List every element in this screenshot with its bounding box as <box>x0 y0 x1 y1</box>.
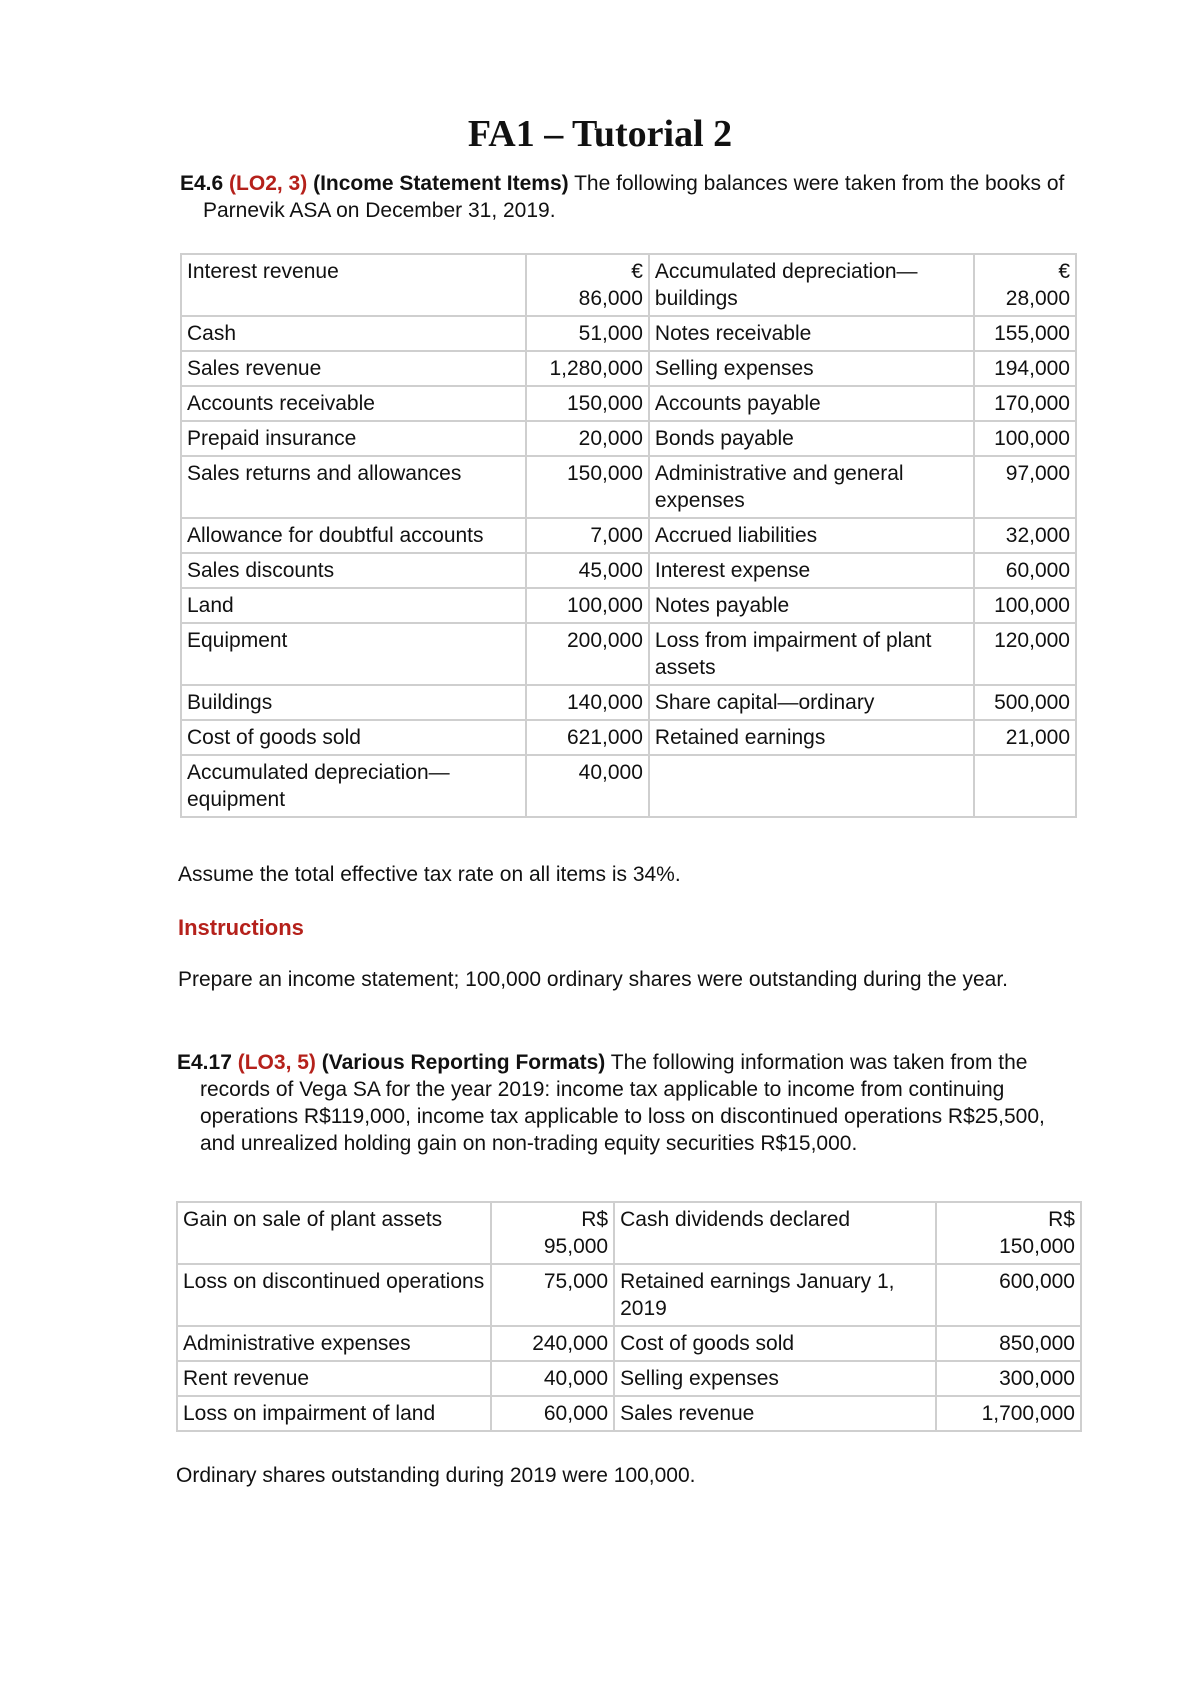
e417-right-label-text: Cost of goods sold <box>620 1332 795 1355</box>
e46-left-amount <box>526 316 649 351</box>
e46-left-amount-text: 20,000 <box>578 427 643 450</box>
e46-right-label-text: Share capital—ordinary <box>654 691 875 714</box>
e46-left-label <box>181 588 526 623</box>
e46-right-label <box>649 720 974 755</box>
e46-left-amount-text: 7,000 <box>590 524 643 547</box>
e46-left-label <box>181 755 526 817</box>
e417-right-amount-text: 300,000 <box>999 1367 1075 1390</box>
e417-learning-objectives: (LO3, 5) <box>237 1051 316 1074</box>
e46-right-amount <box>974 720 1076 755</box>
e46-right-label <box>649 685 974 720</box>
e417-left-label-text: Gain on sale of plant assets <box>183 1208 443 1231</box>
e46-right-label <box>649 456 974 518</box>
e46-right-label <box>649 351 974 386</box>
e417-right-label <box>614 1396 936 1431</box>
e46-left-label-text: Equipment <box>187 629 288 652</box>
e417-right-label-text: Selling expenses <box>620 1367 779 1390</box>
e417-right-label-text: Sales revenue <box>620 1402 755 1425</box>
e417-left-label-text: Administrative expenses <box>183 1332 411 1355</box>
e417-left-label <box>177 1396 491 1431</box>
e46-left-amount <box>526 623 649 685</box>
e46-left-label <box>181 518 526 553</box>
e46-row <box>181 720 1076 755</box>
e46-left-amount-text: 86,000 <box>578 287 643 310</box>
e46-right-amount <box>974 351 1076 386</box>
e417-right-label <box>614 1326 936 1361</box>
e46-left-amount <box>526 351 649 386</box>
e46-currency-symbol: € <box>1058 260 1070 283</box>
e46-left-label-text: Cash <box>187 322 237 345</box>
e46-left-label <box>181 421 526 456</box>
e417-left-amount-text: 60,000 <box>543 1402 609 1425</box>
e417-right-amount <box>936 1202 1081 1264</box>
e417-right-amount-text: 150,000 <box>999 1235 1075 1258</box>
e417-row <box>177 1396 1081 1431</box>
e46-row <box>181 351 1076 386</box>
instructions-heading: Instructions <box>178 915 304 940</box>
e417-code: E4.17 <box>177 1051 232 1074</box>
e46-right-label <box>649 755 974 817</box>
e46-row <box>181 685 1076 720</box>
e417-right-label <box>614 1202 936 1264</box>
e46-right-label-text: Accounts payable <box>654 392 821 415</box>
e46-right-amount <box>974 518 1076 553</box>
e417-row <box>177 1264 1081 1326</box>
e417-right-amount <box>936 1264 1081 1326</box>
e46-left-amount-text: 100,000 <box>566 594 643 617</box>
instructions-text: Prepare an income statement; 100,000 ordinary shares were outstanding during the year. <box>178 968 1009 991</box>
e46-left-amount-text: 40,000 <box>578 761 643 784</box>
e417-right-label <box>614 1361 936 1396</box>
e46-left-label-text: Accounts receivable <box>187 392 375 415</box>
e46-row <box>181 623 1076 685</box>
e417-row <box>177 1326 1081 1361</box>
e46-right-amount-text: 170,000 <box>994 392 1070 415</box>
e46-left-label-text: Sales revenue <box>187 357 322 380</box>
e417-right-amount-text: 600,000 <box>999 1270 1075 1293</box>
e46-right-label <box>649 421 974 456</box>
e46-left-label-text: Sales returns and allowances <box>187 462 462 485</box>
e417-row <box>177 1202 1081 1264</box>
e417-right-amount <box>936 1326 1081 1361</box>
e46-left-label <box>181 316 526 351</box>
e46-left-amount-text: 45,000 <box>578 559 643 582</box>
e46-left-amount <box>526 755 649 817</box>
e46-right-amount-text: 100,000 <box>994 594 1070 617</box>
e46-row <box>181 588 1076 623</box>
e46-left-label-text: Buildings <box>187 691 273 714</box>
e46-left-amount-text: 1,280,000 <box>549 357 643 380</box>
e46-left-amount-text: 621,000 <box>566 726 643 749</box>
e46-left-amount <box>526 518 649 553</box>
e46-left-label-text: Accumulated depreciation—equipment <box>187 761 450 811</box>
e46-right-label <box>649 316 974 351</box>
e46-left-label <box>181 456 526 518</box>
e417-left-amount <box>491 1361 614 1396</box>
e46-left-label-text: Cost of goods sold <box>187 726 361 749</box>
e46-right-amount <box>974 456 1076 518</box>
e417-right-label <box>614 1264 936 1326</box>
e417-right-amount <box>936 1361 1081 1396</box>
e46-left-label <box>181 623 526 685</box>
e46-left-label <box>181 386 526 421</box>
e46-right-label <box>649 518 974 553</box>
e46-balances-table <box>180 253 1077 818</box>
e46-left-amount-text: 140,000 <box>566 691 643 714</box>
e46-currency-symbol: € <box>631 260 643 283</box>
e417-left-amount <box>491 1396 614 1431</box>
e417-right-label-text: Retained earnings January 1, 2019 <box>620 1270 895 1320</box>
e46-right-amount <box>974 755 1076 817</box>
e46-right-amount <box>974 553 1076 588</box>
e46-right-label-text: Accrued liabilities <box>654 524 818 547</box>
e46-right-label-text: Administrative and general expenses <box>654 462 904 512</box>
e46-right-label <box>649 386 974 421</box>
e417-description: The following information was taken from the records of Vega SA for the year 2019: income tax applicable to income from continuing operations R$119,000, income tax applicable to loss on discontinued operations R$25,500, and unrealized holding gain on non-trading equity securities R$15,000. <box>200 1051 1045 1155</box>
e417-left-label-text: Loss on discontinued operations <box>183 1270 485 1293</box>
e417-information-table <box>176 1201 1082 1432</box>
e46-code: E4.6 <box>180 172 224 195</box>
e46-row <box>181 316 1076 351</box>
e46-right-amount-text: 97,000 <box>1005 462 1070 485</box>
e46-left-amount <box>526 720 649 755</box>
e417-shares-note: Ordinary shares outstanding during 2019 were 100,000. <box>176 1464 696 1487</box>
e46-row <box>181 518 1076 553</box>
e417-left-amount <box>491 1326 614 1361</box>
e46-row <box>181 254 1076 316</box>
e417-intro <box>177 1049 1078 1157</box>
e46-left-label-text: Prepaid insurance <box>187 427 357 450</box>
e46-left-label <box>181 254 526 316</box>
e417-left-label <box>177 1361 491 1396</box>
e46-left-label <box>181 685 526 720</box>
e46-right-label-text: Interest expense <box>654 559 811 582</box>
e46-right-amount <box>974 421 1076 456</box>
e46-left-label <box>181 553 526 588</box>
e46-right-label-text: Notes receivable <box>654 322 812 345</box>
e417-row <box>177 1361 1081 1396</box>
e46-left-amount <box>526 685 649 720</box>
e46-right-amount-text: 120,000 <box>994 629 1070 652</box>
e46-right-label-text: Bonds payable <box>654 427 794 450</box>
e46-left-amount-text: 51,000 <box>578 322 643 345</box>
e46-right-amount <box>974 588 1076 623</box>
e46-row <box>181 553 1076 588</box>
e46-right-label-text: Selling expenses <box>654 357 814 380</box>
e46-right-label <box>649 623 974 685</box>
e46-right-label-text: Loss from impairment of plant assets <box>654 629 932 679</box>
e46-right-amount-text: 28,000 <box>1005 287 1070 310</box>
e46-topic: (Income Statement Items) <box>313 172 569 195</box>
e46-right-label <box>649 588 974 623</box>
e46-left-label <box>181 351 526 386</box>
e46-left-amount <box>526 456 649 518</box>
e46-right-amount <box>974 623 1076 685</box>
e46-row <box>181 386 1076 421</box>
e46-row <box>181 421 1076 456</box>
page-title: FA1 – Tutorial 2 <box>467 113 733 155</box>
e46-left-amount <box>526 386 649 421</box>
e46-description: The following balances were taken from the books of Parnevik ASA on December 31, 2019. <box>203 172 1065 222</box>
e46-right-amount <box>974 254 1076 316</box>
e46-left-amount <box>526 421 649 456</box>
e417-right-label-text: Cash dividends declared <box>620 1208 851 1231</box>
e46-left-amount <box>526 254 649 316</box>
e46-row <box>181 755 1076 817</box>
e46-right-amount-text: 21,000 <box>1005 726 1070 749</box>
e46-right-amount <box>974 685 1076 720</box>
e46-intro <box>180 170 1103 224</box>
e417-left-amount <box>491 1202 614 1264</box>
e46-left-amount-text: 200,000 <box>566 629 643 652</box>
e46-right-label-text: Accumulated depreciation—buildings <box>654 260 918 310</box>
e46-learning-objectives: (LO2, 3) <box>229 172 308 195</box>
e46-row <box>181 456 1076 518</box>
e417-left-amount-text: 75,000 <box>543 1270 609 1293</box>
e417-left-amount <box>491 1264 614 1326</box>
e417-left-label-text: Loss on impairment of land <box>183 1402 436 1425</box>
e46-right-amount-text: 60,000 <box>1005 559 1070 582</box>
e417-left-label-text: Rent revenue <box>183 1367 310 1390</box>
e417-left-amount-text: 240,000 <box>532 1332 609 1355</box>
e417-right-amount-text: 1,700,000 <box>981 1402 1075 1425</box>
e46-right-label <box>649 553 974 588</box>
e46-left-amount <box>526 553 649 588</box>
e417-topic: (Various Reporting Formats) <box>321 1051 606 1074</box>
e46-left-amount-text: 150,000 <box>566 392 643 415</box>
e46-right-amount-text: 155,000 <box>994 322 1070 345</box>
e46-right-label-text: Retained earnings <box>654 726 826 749</box>
e46-right-amount <box>974 316 1076 351</box>
e46-right-amount-text: 500,000 <box>994 691 1070 714</box>
e46-right-amount-text: 100,000 <box>994 427 1070 450</box>
e46-right-label-text: Notes payable <box>654 594 790 617</box>
e46-left-amount <box>526 588 649 623</box>
e46-right-label <box>649 254 974 316</box>
e46-left-amount-text: 150,000 <box>566 462 643 485</box>
e46-left-label-text: Allowance for doubtful accounts <box>187 524 484 547</box>
e417-left-label <box>177 1202 491 1264</box>
e46-left-label <box>181 720 526 755</box>
e46-left-label-text: Interest revenue <box>187 260 339 283</box>
e417-right-amount-text: 850,000 <box>999 1332 1075 1355</box>
e417-left-amount-text: 40,000 <box>543 1367 609 1390</box>
e46-tax-note: Assume the total effective tax rate on all items is 34%. <box>178 863 681 886</box>
e417-left-label <box>177 1264 491 1326</box>
e417-left-amount-text: 95,000 <box>543 1235 609 1258</box>
e46-left-label-text: Land <box>187 594 234 617</box>
e417-left-label <box>177 1326 491 1361</box>
e46-right-amount-text: 194,000 <box>994 357 1070 380</box>
e46-right-amount-text: 32,000 <box>1005 524 1070 547</box>
e417-currency-symbol: R$ <box>1048 1208 1075 1231</box>
e46-left-label-text: Sales discounts <box>187 559 335 582</box>
e417-currency-symbol: R$ <box>581 1208 609 1231</box>
e46-right-amount <box>974 386 1076 421</box>
e417-right-amount <box>936 1396 1081 1431</box>
